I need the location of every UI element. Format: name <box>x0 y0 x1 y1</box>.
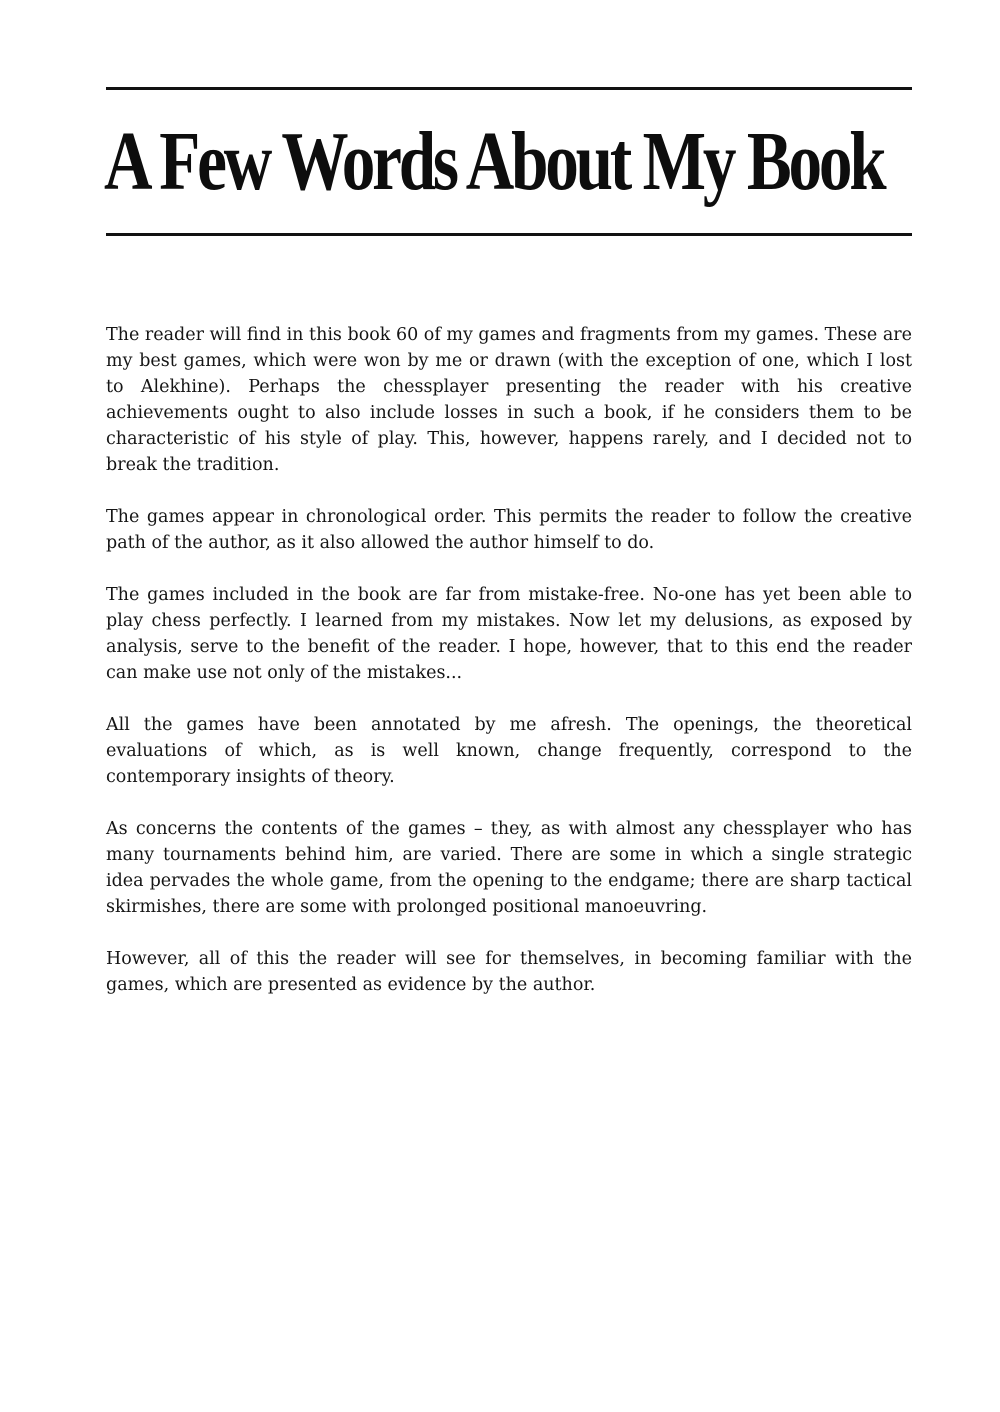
body-text <box>106 322 912 1024</box>
paragraph-6: However, all of this the reader will see for themselves, in becoming familiar with the games, which are presented as evidence by the author. <box>106 949 912 995</box>
chapter-title: A Few Words About My Book <box>104 115 884 208</box>
paragraph-4: All the games have been annotated by me afresh. The openings, the theoretical evaluations of which, as is well known, change frequently, correspond to the contemporary insights of theory. <box>106 715 912 787</box>
paragraph-1: The reader will find in this book 60 of my games and fragments from my games. These are my best games, which were won by me or drawn (with the exception of one, which I lost to Alekhine). Perhaps the chessplayer presenting the reader with his creative achievements ought to also include losses in such a book, if he considers them to be characteristic of his style of play. This, however, happens rarely, and I decided not to break the tradition. <box>106 325 912 475</box>
paragraph-3: The games included in the book are far from mistake-free. No-one has yet been able to play chess perfectly. I learned from my mistakes. Now let my delusions, as exposed by analysis, serve to the benefit of the reader. I hope, however, that to this end the reader can make use not only of the mistakes... <box>106 585 912 683</box>
paragraph-5: As concerns the contents of the games – they, as with almost any chessplayer who has many tournaments behind him, are varied. There are some in which a single strategic idea pervades the whole game, from the opening to the endgame; there are sharp tactical skirmishes, there are some with prolonged positional manoeuvring. <box>106 819 912 917</box>
title-rule-bottom <box>106 233 912 236</box>
paragraph-2: The games appear in chronological order. This permits the reader to follow the creative path of the author, as it also allowed the author himself to do. <box>106 507 912 553</box>
title-rule-top <box>106 87 912 90</box>
